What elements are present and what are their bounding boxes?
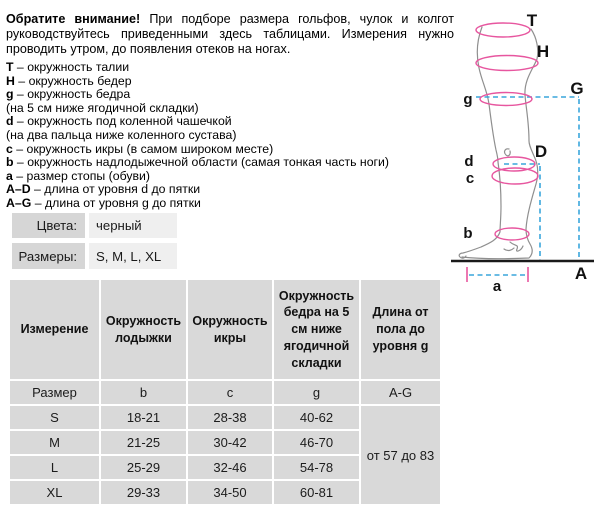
legend-item-c: c – окружность икры (в самом широком месте): [6, 141, 274, 156]
size-table: [8, 278, 442, 506]
label-a: a: [492, 278, 502, 295]
ellipse-b: [495, 228, 529, 240]
label-c: c: [465, 170, 475, 187]
intro-paragraph: [6, 12, 454, 57]
table-row-l: L 25-29 32-46 54-78: [9, 455, 441, 480]
legend-item-d: d – окружность под коленной чашечкой: [6, 114, 232, 129]
legend-item-T: T – окружность талии: [6, 60, 130, 74]
colors-value: черный: [89, 213, 177, 238]
sizes-value: S, M, L, XL: [89, 243, 177, 269]
header-ankle: Окружность лодыжки: [100, 279, 187, 380]
ellipse-T: [476, 23, 530, 37]
legend-item-g-note: (на 5 см ниже ягодичной складки): [6, 100, 199, 115]
table-row-xl: XL 29-33 34-50 60-81: [9, 480, 441, 505]
guide-line-d-D: [504, 164, 540, 261]
header-length: Длина от пола до уровня g: [360, 279, 441, 380]
param-c: c: [187, 380, 273, 405]
param-size: Размер: [9, 380, 100, 405]
length-merged-cell: от 57 до 83: [360, 405, 441, 505]
label-A: A: [574, 264, 588, 283]
size-table-param-row: [9, 380, 441, 405]
label-G: G: [570, 79, 584, 98]
legend-item-H: H – окружность бедер: [6, 73, 132, 88]
label-H: H: [536, 42, 550, 61]
table-row-m: M 21-25 30-42 46-70: [9, 430, 441, 455]
header-calf: Окружность икры: [187, 279, 273, 380]
legend-item-AG: A–G – длина от уровня g до пятки: [6, 195, 201, 210]
sizes-label: Размеры:: [12, 243, 85, 269]
leg-diagram: [446, 0, 606, 296]
intro-line-1-rest: При подборе размера гольфов, чулок и колгот: [140, 12, 454, 26]
ellipse-H: [476, 56, 538, 71]
size-table-header-row: [9, 279, 441, 380]
legend-item-g: g – окружность бедра: [6, 87, 131, 102]
label-g: g: [463, 91, 473, 108]
param-g: g: [273, 380, 360, 405]
label-d: d: [464, 153, 474, 170]
label-T: T: [526, 11, 538, 30]
intro-bold-lead: Обратите внимание!: [6, 12, 141, 26]
colors-label: Цвета:: [12, 213, 85, 238]
label-b: b: [463, 225, 473, 242]
param-b: b: [100, 380, 187, 405]
legend-item-AD: A–D – длина от уровня d до пятки: [6, 182, 201, 197]
intro-line-2: руководствуйтесь приведенными здесь таблицами. Измерения нужно: [6, 26, 454, 41]
label-D: D: [534, 142, 548, 161]
table-row-s: S 18-21 28-38 40-62 от 57 до 83: [9, 405, 441, 430]
header-hip: Окружность бедра на 5 см ниже ягодичной складки: [273, 279, 360, 380]
intro-line-3: проводить утром, до появления отеков на ногах.: [6, 41, 291, 56]
measurement-legend: [6, 61, 454, 211]
legend-item-b: b – окружность надлодыжечной области (самая тонкая часть ноги): [6, 155, 390, 170]
legend-item-a: a – размер стопы (обуви): [6, 168, 150, 183]
leg-outline: [459, 27, 538, 259]
param-ag: A-G: [360, 380, 441, 405]
header-measurement: Измерение: [9, 279, 100, 380]
legend-item-d-note: (на два пальца ниже коленного сустава): [6, 127, 237, 142]
intro-line-1: [6, 12, 454, 27]
